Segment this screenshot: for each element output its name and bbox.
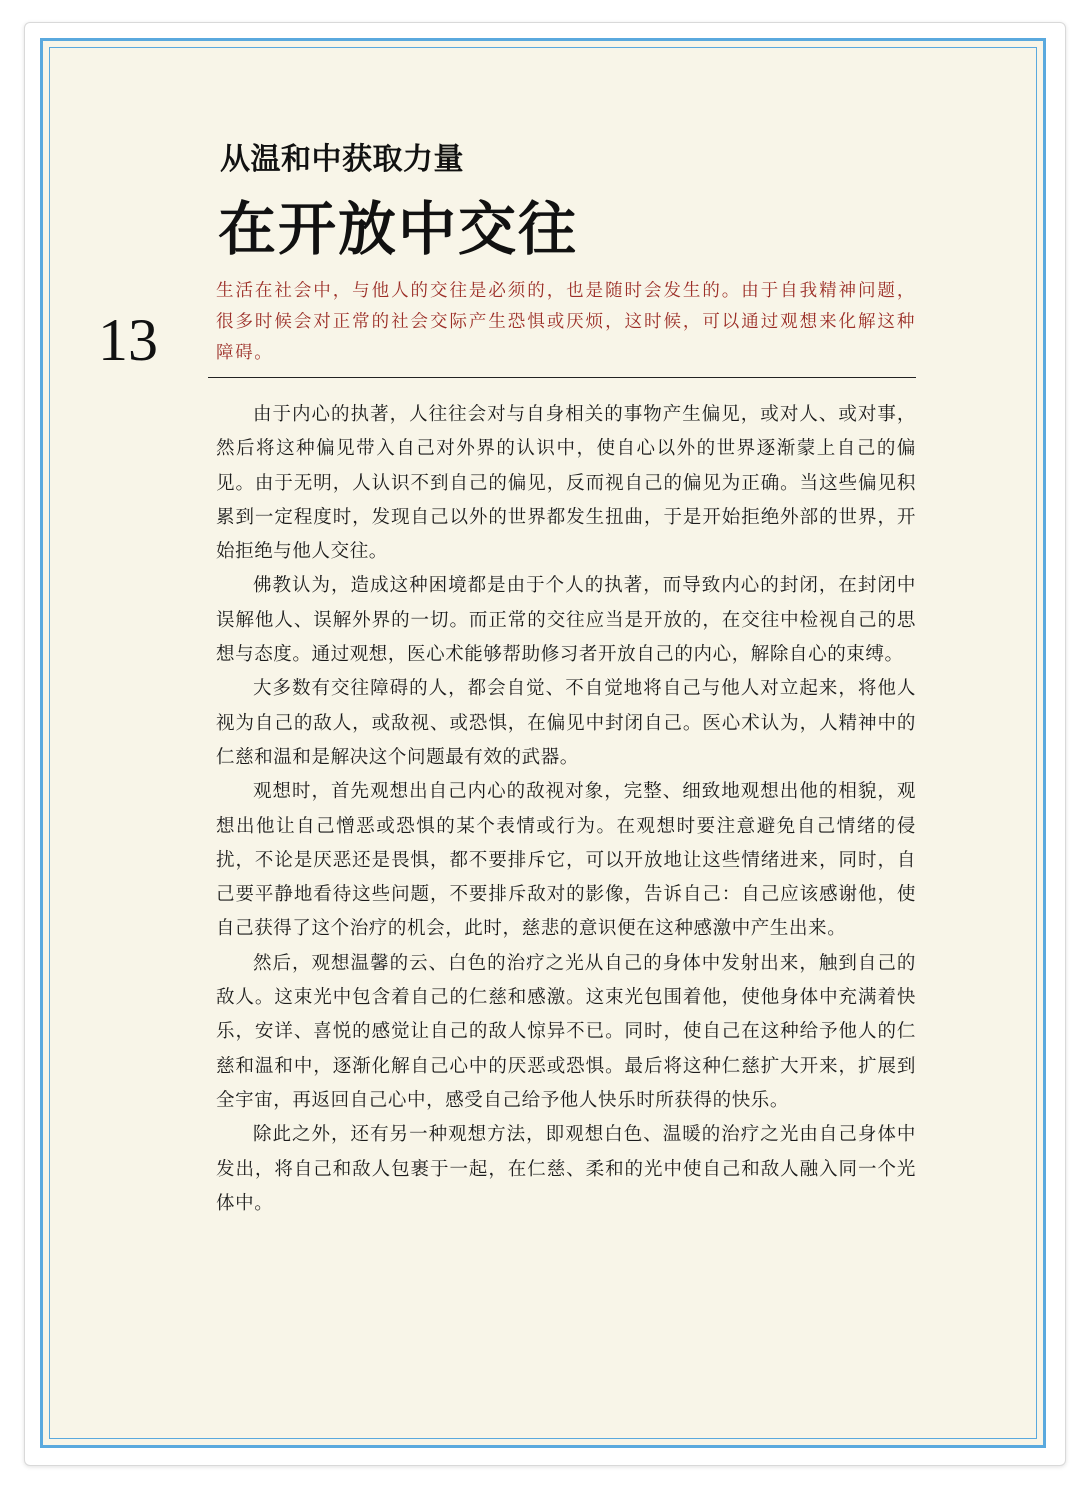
chapter-title: 在开放中交往 bbox=[218, 195, 579, 263]
intro-paragraph: 生活在社会中，与他人的交往是必须的，也是随时会发生的。由于自我精神问题，很多时候会对正常的社会交际产生恐惧或厌烦，这时候，可以通过观想来化解这种障碍。 bbox=[216, 281, 916, 363]
section-divider bbox=[208, 377, 916, 378]
body-paragraph-2: 佛教认为，造成这种困境都是由于个人的执著，而导致内心的封闭，在封闭中误解他人、误解外界的一切。而正常的交往应当是开放的，在交往中检视自己的思想与态度。通过观想，医心术能够帮助修习者开放自己的内心，解除自心的束缚。 bbox=[216, 575, 916, 666]
body-paragraph-5: 然后，观想温馨的云、白色的治疗之光从自己的身体中发射出来，触到自己的敌人。这束光中包含着自己的仁慈和感激。这束光包围着他，使他身体中充满着快乐，安详、喜悦的感觉让自己的敌人惊异不已。同时，使自己在这种给予他人的仁慈和温和中，逐渐化解自己心中的厌恶或恐惧。最后将这种仁慈扩大开来，扩展到全宇宙，再返回自己心中，感受自己给予他人快乐时所获得的快乐。 bbox=[216, 952, 916, 1111]
body-paragraph-6: 除此之外，还有另一种观想方法，即观想白色、温暖的治疗之光由自己身体中发出，将自己和敌人包裹于一起，在仁慈、柔和的光中使自己和敌人融入同一个光体中。 bbox=[216, 1124, 916, 1214]
body-paragraph-3: 大多数有交往障碍的人，都会自觉、不自觉地将自己与他人对立起来，将他人视为自己的敌人，或敌视、或恐惧，在偏见中封闭自己。医心术认为，人精神中的仁慈和温和是解决这个问题最有效的武器。 bbox=[216, 678, 916, 768]
chapter-number: 13 bbox=[98, 307, 158, 373]
body-text bbox=[216, 398, 916, 1221]
body-paragraph-1: 由于内心的执著，人往往会对与自身相关的事物产生偏见，或对人、或对事，然后将这种偏见带入自己对外界的认识中，使自心以外的世界逐渐蒙上自己的偏见。由于无明，人认识不到自己的偏见，反而视自己的偏见为正确。当这些偏见积累到一定程度时，发现自己以外的世界都发生扭曲，于是开始拒绝外部的世界，开始拒绝与他人交往。 bbox=[216, 404, 916, 563]
body-paragraph-4: 观想时，首先观想出自己内心的敌视对象，完整、细致地观想出他的相貌，观想出他让自己憎恶或恐惧的某个表情或行为。在观想时要注意避免自己情绪的侵扰，不论是厌恶还是畏惧，都不要排斥它，可以开放地让这些情绪进来，同时，自己要平静地看待这些问题，不要排斥敌对的影像，告诉自己：自己应该感谢他，使自己获得了这个治疗的机会，此时，慈悲的意识便在这种感激中产生出来。 bbox=[216, 781, 916, 940]
chapter-subtitle: 从温和中获取力量 bbox=[220, 142, 464, 177]
